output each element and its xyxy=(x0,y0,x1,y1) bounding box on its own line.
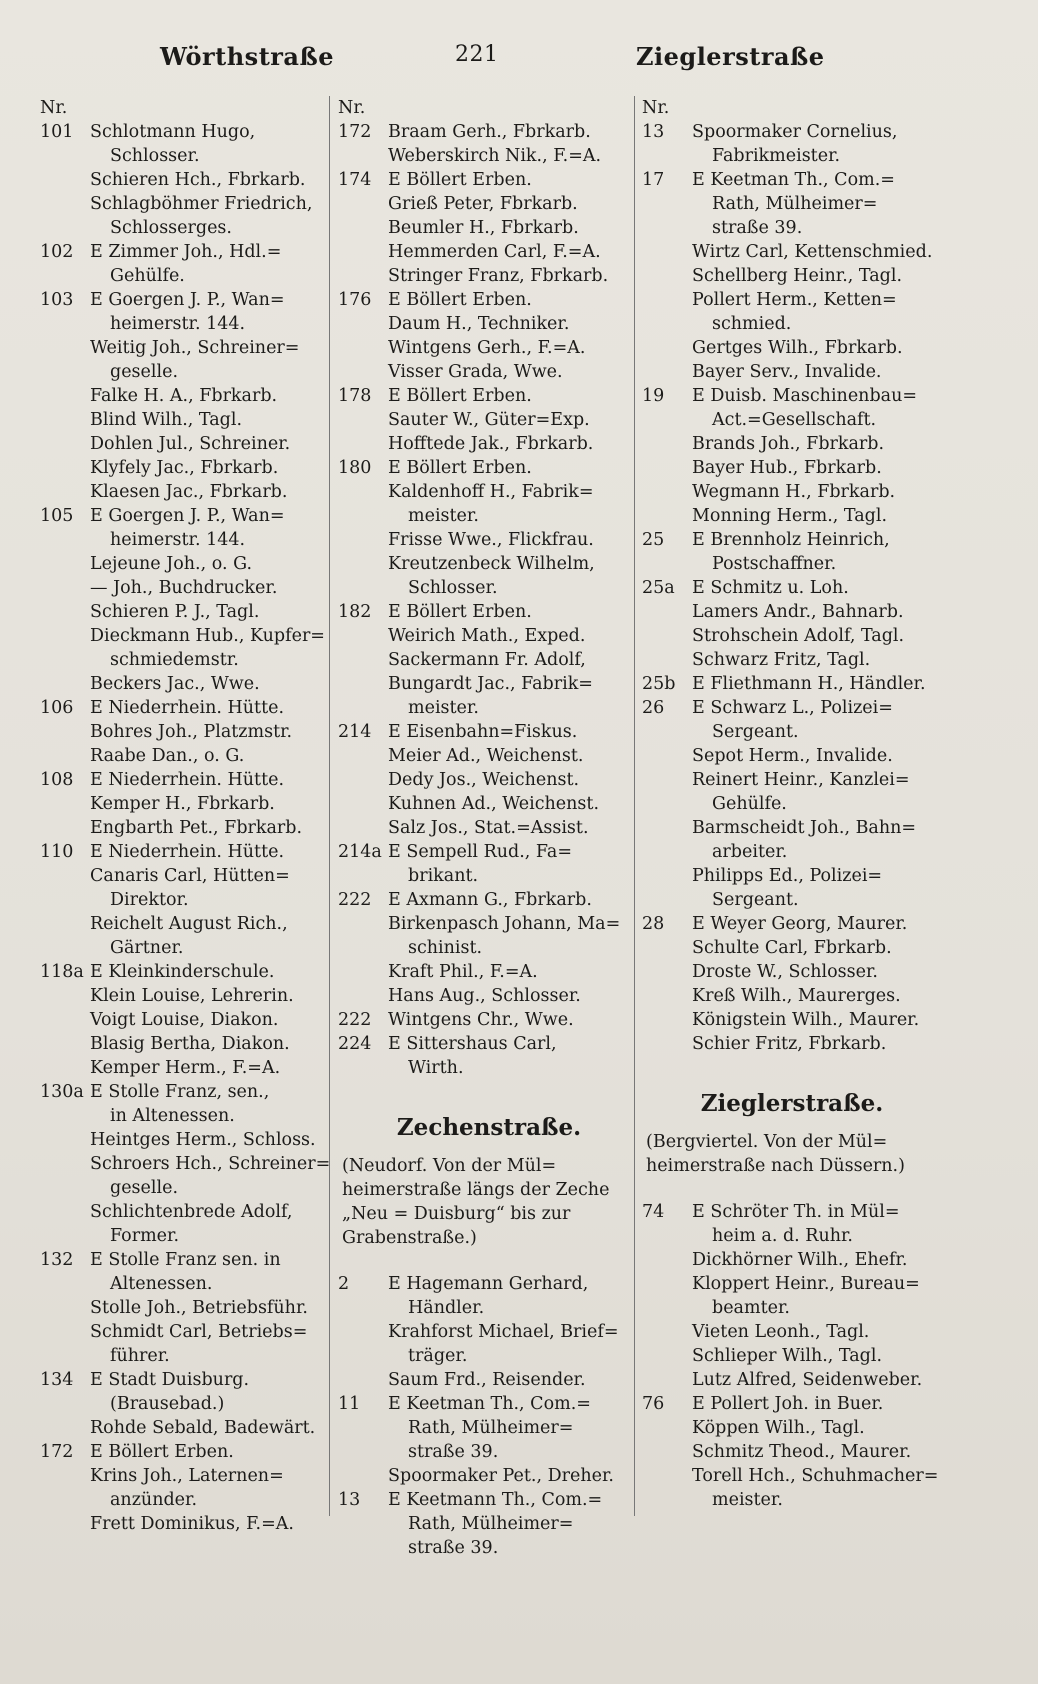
entry-resident: Sackermann Fr. Adolf, xyxy=(388,650,586,670)
entry-text: E Keetman Th., Com.= xyxy=(388,1394,591,1414)
entry-text: E Böllert Erben. xyxy=(388,458,532,478)
entry-resident: Brands Joh., Fbrkarb. xyxy=(692,434,885,454)
entry-text: E Böllert Erben. xyxy=(388,170,532,190)
entry-resident: Schwarz Fritz, Tagl. xyxy=(692,650,871,670)
entry-house xyxy=(642,120,942,144)
entry-continuation: (Brausebad.) xyxy=(110,1394,225,1414)
entry-text: Schlotmann Hugo, xyxy=(90,122,256,142)
entry-continuation: meister. xyxy=(712,1490,783,1510)
column-3-entries xyxy=(642,96,942,1056)
entry-resident: Köppen Wilh., Tagl. xyxy=(692,1418,865,1438)
entry-house xyxy=(338,288,640,312)
entry-house xyxy=(642,1392,942,1416)
column-2 xyxy=(338,96,640,1560)
entry-house xyxy=(338,1392,640,1416)
entry-continuation: arbeiter. xyxy=(712,842,788,862)
page-number: 221 xyxy=(455,42,499,67)
house-number: 214 xyxy=(338,722,372,742)
entry-text: E Böllert Erben. xyxy=(388,386,532,406)
entry-house xyxy=(40,288,336,312)
entry-resident: Königstein Wilh., Maurer. xyxy=(692,1010,920,1030)
entry-resident: Bayer Serv., Invalide. xyxy=(692,362,882,382)
entry-text: E Sittershaus Carl, xyxy=(388,1034,557,1054)
entry-text: E Pollert Joh. in Buer. xyxy=(692,1394,884,1414)
entry-house xyxy=(642,672,942,696)
entry-resident: Weberskirch Nik., F.=A. xyxy=(388,146,602,166)
entry-resident: Meier Ad., Weichenst. xyxy=(388,746,584,766)
entry-text: E Hagemann Gerhard, xyxy=(388,1274,589,1294)
entry-text: E Duisb. Maschinenbau= xyxy=(692,386,918,406)
entry-resident: Gertges Wilh., Fbrkarb. xyxy=(692,338,903,358)
entry-continuation: heim a. d. Ruhr. xyxy=(712,1226,853,1246)
entry-text: E Goergen J. P., Wan= xyxy=(90,290,285,310)
house-number: 134 xyxy=(40,1370,74,1390)
entry-continuation: Direktor. xyxy=(110,890,189,910)
entry-text: E Schwarz L., Polizei= xyxy=(692,698,893,718)
entry-continuation: Sergeant. xyxy=(712,890,799,910)
entry-text: E Sempell Rud., Fa= xyxy=(388,842,572,862)
house-number: 172 xyxy=(338,122,372,142)
entry-resident: Weirich Math., Exped. xyxy=(388,626,586,646)
zieglerstrasse-entries xyxy=(642,1200,942,1512)
entry-resident: Lutz Alfred, Seidenweber. xyxy=(692,1370,923,1390)
entry-resident: Droste W., Schlosser. xyxy=(692,962,878,982)
entry-resident: Wegmann H., Fbrkarb. xyxy=(692,482,896,502)
entry-resident: Daum H., Techniker. xyxy=(388,314,570,334)
section-note-zieglerstrasse xyxy=(642,1130,942,1178)
house-number: 176 xyxy=(338,290,372,310)
entry-continuation: straße 39. xyxy=(408,1538,499,1558)
column-2-entries xyxy=(338,96,640,1080)
house-number: 102 xyxy=(40,242,74,262)
entry-text: Braam Gerh., Fbrkarb. xyxy=(388,122,591,142)
entry-resident: Klaesen Jac., Fbrkarb. xyxy=(90,482,288,502)
house-number: 74 xyxy=(642,1202,665,1222)
entry-resident: — Joh., Buchdrucker. xyxy=(90,578,278,598)
entry-continuation: Gärtner. xyxy=(110,938,184,958)
entry-resident: Rohde Sebald, Badewärt. xyxy=(90,1418,316,1438)
entry-text: E Axmann G., Fbrkarb. xyxy=(388,890,592,910)
entry-resident: Schieren Hch., Fbrkarb. xyxy=(90,170,306,190)
entry-resident: Raabe Dan., o. G. xyxy=(90,746,245,766)
entry-continuation: Wirth. xyxy=(408,1058,464,1078)
entry-house xyxy=(338,120,640,144)
entry-continuation: anzünder. xyxy=(110,1490,198,1510)
entry-resident: Stringer Franz, Fbrkarb. xyxy=(388,266,609,286)
entry-house xyxy=(642,96,942,120)
entry-resident: Hemmerden Carl, F.=A. xyxy=(388,242,601,262)
entry-house xyxy=(338,1032,640,1056)
entry-continuation: Händler. xyxy=(408,1298,485,1318)
entry-continuation: Former. xyxy=(110,1226,180,1246)
entry-text: E Eisenbahn=Fiskus. xyxy=(388,722,578,742)
entry-text: E Böllert Erben. xyxy=(388,290,532,310)
entry-resident: Salz Jos., Stat.=Assist. xyxy=(388,818,589,838)
column-3 xyxy=(642,96,942,1512)
entry-house xyxy=(40,1080,336,1104)
entry-continuation: Rath, Mülheimer= xyxy=(712,194,878,214)
house-number: 28 xyxy=(642,914,665,934)
entry-text: E Brennholz Heinrich, xyxy=(692,530,890,550)
entry-resident: Frett Dominikus, F.=A. xyxy=(90,1514,294,1534)
entry-text: E Keetmann Th., Com.= xyxy=(388,1490,603,1510)
entry-house xyxy=(40,1368,336,1392)
header-left-street: Wörthstraße xyxy=(160,42,334,71)
house-number: 25 xyxy=(642,530,665,550)
house-number: 118a xyxy=(40,962,84,982)
entry-resident: Schellberg Heinr., Tagl. xyxy=(692,266,903,286)
entry-continuation: in Altenessen. xyxy=(110,1106,235,1126)
entry-resident: Schmitz Theod., Maurer. xyxy=(692,1442,912,1462)
entry-resident: Reichelt August Rich., xyxy=(90,914,288,934)
house-number: 130a xyxy=(40,1082,84,1102)
entry-continuation: brikant. xyxy=(408,866,479,886)
entry-house xyxy=(40,1248,336,1272)
entry-resident: Schmidt Carl, Betriebs= xyxy=(90,1322,308,1342)
entry-text: E Böllert Erben. xyxy=(388,602,532,622)
house-number: 11 xyxy=(338,1394,361,1414)
entry-continuation: Schlosser. xyxy=(110,146,200,166)
entry-text: E Stolle Franz sen. in xyxy=(90,1250,281,1270)
entry-continuation: Gehülfe. xyxy=(110,266,185,286)
entry-house xyxy=(40,96,336,120)
entry-resident: Dohlen Jul., Schreiner. xyxy=(90,434,291,454)
entry-text: E Zimmer Joh., Hdl.= xyxy=(90,242,282,262)
entry-resident: Krins Joh., Laternen= xyxy=(90,1466,284,1486)
entry-resident: Blasig Bertha, Diakon. xyxy=(90,1034,290,1054)
entry-continuation: meister. xyxy=(408,698,479,718)
header-right-street: Zieglerstraße xyxy=(636,42,825,71)
entry-continuation: Schlosserges. xyxy=(110,218,232,238)
entry-resident: Kraft Phil., F.=A. xyxy=(388,962,538,982)
entry-house xyxy=(338,1488,640,1512)
entry-house xyxy=(338,96,640,120)
house-number: 105 xyxy=(40,506,74,526)
entry-continuation: Fabrikmeister. xyxy=(712,146,841,166)
note-line: (Neudorf. Von der Mül= xyxy=(342,1156,557,1176)
entry-resident: Hans Aug., Schlosser. xyxy=(388,986,581,1006)
entry-continuation: Schlosser. xyxy=(408,578,498,598)
entry-resident: Beumler H., Fbrkarb. xyxy=(388,218,579,238)
entry-resident: Kreß Wilh., Maurerges. xyxy=(692,986,901,1006)
entry-continuation: Sergeant. xyxy=(712,722,799,742)
entry-text: E Kleinkinderschule. xyxy=(90,962,275,982)
entry-resident: Strohschein Adolf, Tagl. xyxy=(692,626,905,646)
entry-text: E Stadt Duisburg. xyxy=(90,1370,250,1390)
entry-text: E Niederrhein. Hütte. xyxy=(90,770,285,790)
entry-continuation: träger. xyxy=(408,1346,468,1366)
house-number: 222 xyxy=(338,890,372,910)
entry-text: E Schmitz u. Loh. xyxy=(692,578,849,598)
entry-resident: Klein Louise, Lehrerin. xyxy=(90,986,294,1006)
entry-continuation: führer. xyxy=(110,1346,170,1366)
entry-house xyxy=(338,720,640,744)
entry-resident: Heintges Herm., Schloss. xyxy=(90,1130,316,1150)
house-number: 178 xyxy=(338,386,372,406)
entry-resident: Weitig Joh., Schreiner= xyxy=(90,338,300,358)
entry-resident: Stolle Joh., Betriebsführ. xyxy=(90,1298,308,1318)
entry-resident: Schier Fritz, Fbrkarb. xyxy=(692,1034,887,1054)
entry-resident: Schlieper Wilh., Tagl. xyxy=(692,1346,883,1366)
section-title-zieglerstrasse: Zieglerstraße. xyxy=(700,1090,884,1117)
entry-text: E Böllert Erben. xyxy=(90,1442,234,1462)
house-number: 101 xyxy=(40,122,74,142)
house-number: Nr. xyxy=(642,98,670,118)
house-number: 19 xyxy=(642,386,665,406)
entry-resident: Dickhörner Wilh., Ehefr. xyxy=(692,1250,908,1270)
entry-house xyxy=(338,168,640,192)
entry-resident: Krahforst Michael, Brief= xyxy=(388,1322,619,1342)
entry-house xyxy=(642,696,942,720)
house-number: 2 xyxy=(338,1274,350,1294)
entry-continuation: straße 39. xyxy=(712,218,803,238)
entry-house xyxy=(40,960,336,984)
note-line: Grabenstraße.) xyxy=(342,1228,477,1248)
entry-resident: Sauter W., Güter=Exp. xyxy=(388,410,590,430)
note-line: „Neu = Duisburg“ bis zur xyxy=(342,1204,571,1224)
note-line: (Bergviertel. Von der Mül= xyxy=(646,1132,888,1152)
entry-text: E Niederrhein. Hütte. xyxy=(90,842,285,862)
entry-house xyxy=(40,120,336,144)
entry-resident: Dedy Jos., Weichenst. xyxy=(388,770,580,790)
house-number: 224 xyxy=(338,1034,372,1054)
note-line: heimerstraße nach Düssern.) xyxy=(646,1156,905,1176)
house-number: Nr. xyxy=(338,98,366,118)
house-number: 13 xyxy=(338,1490,361,1510)
entry-resident: Canaris Carl, Hütten= xyxy=(90,866,290,886)
house-number: 108 xyxy=(40,770,74,790)
entry-resident: Engbarth Pet., Fbrkarb. xyxy=(90,818,303,838)
entry-resident: Visser Grada, Wwe. xyxy=(388,362,563,382)
entry-house xyxy=(40,840,336,864)
entry-resident: Reinert Heinr., Kanzlei= xyxy=(692,770,910,790)
entry-resident: Lamers Andr., Bahnarb. xyxy=(692,602,904,622)
house-number: 25a xyxy=(642,578,675,598)
entry-continuation: schmied. xyxy=(712,314,792,334)
entry-continuation: Rath, Mülheimer= xyxy=(408,1514,574,1534)
house-number: 182 xyxy=(338,602,372,622)
house-number: 180 xyxy=(338,458,372,478)
entry-continuation: Act.=Gesellschaft. xyxy=(712,410,877,430)
entry-house xyxy=(40,504,336,528)
entry-text: E Keetman Th., Com.= xyxy=(692,170,895,190)
entry-resident: Blind Wilh., Tagl. xyxy=(90,410,243,430)
entry-resident: Frisse Wwe., Flickfrau. xyxy=(388,530,594,550)
house-number: 25b xyxy=(642,674,676,694)
entry-continuation: Postschaffner. xyxy=(712,554,837,574)
entry-continuation: schinist. xyxy=(408,938,483,958)
entry-house xyxy=(642,576,942,600)
entry-resident: Wintgens Gerh., F.=A. xyxy=(388,338,586,358)
entry-resident: Sepot Herm., Invalide. xyxy=(692,746,893,766)
entry-resident: Lejeune Joh., o. G. xyxy=(90,554,253,574)
house-number: 76 xyxy=(642,1394,665,1414)
entry-house xyxy=(40,240,336,264)
entry-resident: Kemper Herm., F.=A. xyxy=(90,1058,281,1078)
entry-house xyxy=(642,384,942,408)
house-number: 110 xyxy=(40,842,74,862)
entry-continuation: Rath, Mülheimer= xyxy=(408,1418,574,1438)
entry-house xyxy=(338,888,640,912)
entry-house xyxy=(642,912,942,936)
entry-resident: Pollert Herm., Ketten= xyxy=(692,290,897,310)
entry-resident: Bungardt Jac., Fabrik= xyxy=(388,674,593,694)
entry-continuation: geselle. xyxy=(110,362,179,382)
entry-resident: Wirtz Carl, Kettenschmied. xyxy=(692,242,933,262)
house-number: 106 xyxy=(40,698,74,718)
house-number: 13 xyxy=(642,122,665,142)
entry-continuation: schmiedemstr. xyxy=(110,650,239,670)
entry-continuation: meister. xyxy=(408,506,479,526)
entry-resident: Klyfely Jac., Fbrkarb. xyxy=(90,458,279,478)
entry-resident: Kloppert Heinr., Bureau= xyxy=(692,1274,920,1294)
entry-resident: Beckers Jac., Wwe. xyxy=(90,674,260,694)
house-number: 17 xyxy=(642,170,665,190)
entry-continuation: Gehülfe. xyxy=(712,794,787,814)
entry-house xyxy=(40,1440,336,1464)
entry-resident: Grieß Peter, Fbrkarb. xyxy=(388,194,578,214)
entry-house xyxy=(40,768,336,792)
entry-resident: Bayer Hub., Fbrkarb. xyxy=(692,458,882,478)
entry-resident: Kaldenhoff H., Fabrik= xyxy=(388,482,594,502)
entry-text: E Schröter Th. in Mül= xyxy=(692,1202,900,1222)
entry-text: E Goergen J. P., Wan= xyxy=(90,506,285,526)
entry-resident: Birkenpasch Johann, Ma= xyxy=(388,914,621,934)
entry-continuation: Altenessen. xyxy=(110,1274,213,1294)
entry-resident: Schlichtenbrede Adolf, xyxy=(90,1202,293,1222)
entry-resident: Schlagböhmer Friedrich, xyxy=(90,194,313,214)
house-number: 214a xyxy=(338,842,382,862)
entry-house xyxy=(338,600,640,624)
entry-resident: Kuhnen Ad., Weichenst. xyxy=(388,794,600,814)
house-number: 26 xyxy=(642,698,665,718)
section-title-zechenstrasse: Zechenstraße. xyxy=(396,1114,582,1141)
entry-resident: Torell Hch., Schuhmacher= xyxy=(692,1466,939,1486)
entry-resident: Schroers Hch., Schreiner= xyxy=(90,1154,331,1174)
entry-text: Wintgens Chr., Wwe. xyxy=(388,1010,574,1030)
entry-house xyxy=(338,456,640,480)
entry-resident: Schulte Carl, Fbrkarb. xyxy=(692,938,892,958)
entry-continuation: heimerstr. 144. xyxy=(110,314,246,334)
note-line: heimerstraße längs der Zeche xyxy=(342,1180,610,1200)
entry-continuation: heimerstr. 144. xyxy=(110,530,246,550)
entry-text: E Fliethmann H., Händler. xyxy=(692,674,926,694)
entry-text: E Weyer Georg, Maurer. xyxy=(692,914,908,934)
house-number: 132 xyxy=(40,1250,74,1270)
entry-resident: Kreutzenbeck Wilhelm, xyxy=(388,554,595,574)
house-number: 174 xyxy=(338,170,372,190)
entry-house xyxy=(642,528,942,552)
entry-resident: Saum Frd., Reisender. xyxy=(388,1370,586,1390)
entry-resident: Bohres Joh., Platzmstr. xyxy=(90,722,293,742)
column-1 xyxy=(40,96,336,1536)
entry-resident: Vieten Leonh., Tagl. xyxy=(692,1322,870,1342)
section-note-zechenstrasse xyxy=(338,1154,640,1250)
entry-resident: Falke H. A., Fbrkarb. xyxy=(90,386,278,406)
entry-resident: Spoormaker Pet., Dreher. xyxy=(388,1466,614,1486)
entry-resident: Monning Herm., Tagl. xyxy=(692,506,888,526)
entry-house xyxy=(338,840,640,864)
entry-resident: Schieren P. J., Tagl. xyxy=(90,602,260,622)
house-number: 103 xyxy=(40,290,74,310)
house-number: 172 xyxy=(40,1442,74,1462)
entry-resident: Hofftede Jak., Fbrkarb. xyxy=(388,434,594,454)
house-number: 222 xyxy=(338,1010,372,1030)
entry-house xyxy=(40,696,336,720)
entry-continuation: straße 39. xyxy=(408,1442,499,1462)
entry-resident: Voigt Louise, Diakon. xyxy=(90,1010,279,1030)
house-number: Nr. xyxy=(40,98,68,118)
entry-text: E Stolle Franz, sen., xyxy=(90,1082,270,1102)
entry-house xyxy=(642,168,942,192)
zechenstrasse-entries xyxy=(338,1272,640,1560)
entry-text: E Niederrhein. Hütte. xyxy=(90,698,285,718)
entry-continuation: beamter. xyxy=(712,1298,790,1318)
entry-resident: Kemper H., Fbrkarb. xyxy=(90,794,275,814)
entry-resident: Dieckmann Hub., Kupfer= xyxy=(90,626,325,646)
entry-resident: Philipps Ed., Polizei= xyxy=(692,866,883,886)
entry-house xyxy=(338,384,640,408)
entry-house xyxy=(642,1200,942,1224)
entry-continuation: geselle. xyxy=(110,1178,179,1198)
entry-house xyxy=(338,1008,640,1032)
entry-resident: Barmscheidt Joh., Bahn= xyxy=(692,818,917,838)
entry-house xyxy=(338,1272,640,1296)
entry-text: Spoormaker Cornelius, xyxy=(692,122,898,142)
